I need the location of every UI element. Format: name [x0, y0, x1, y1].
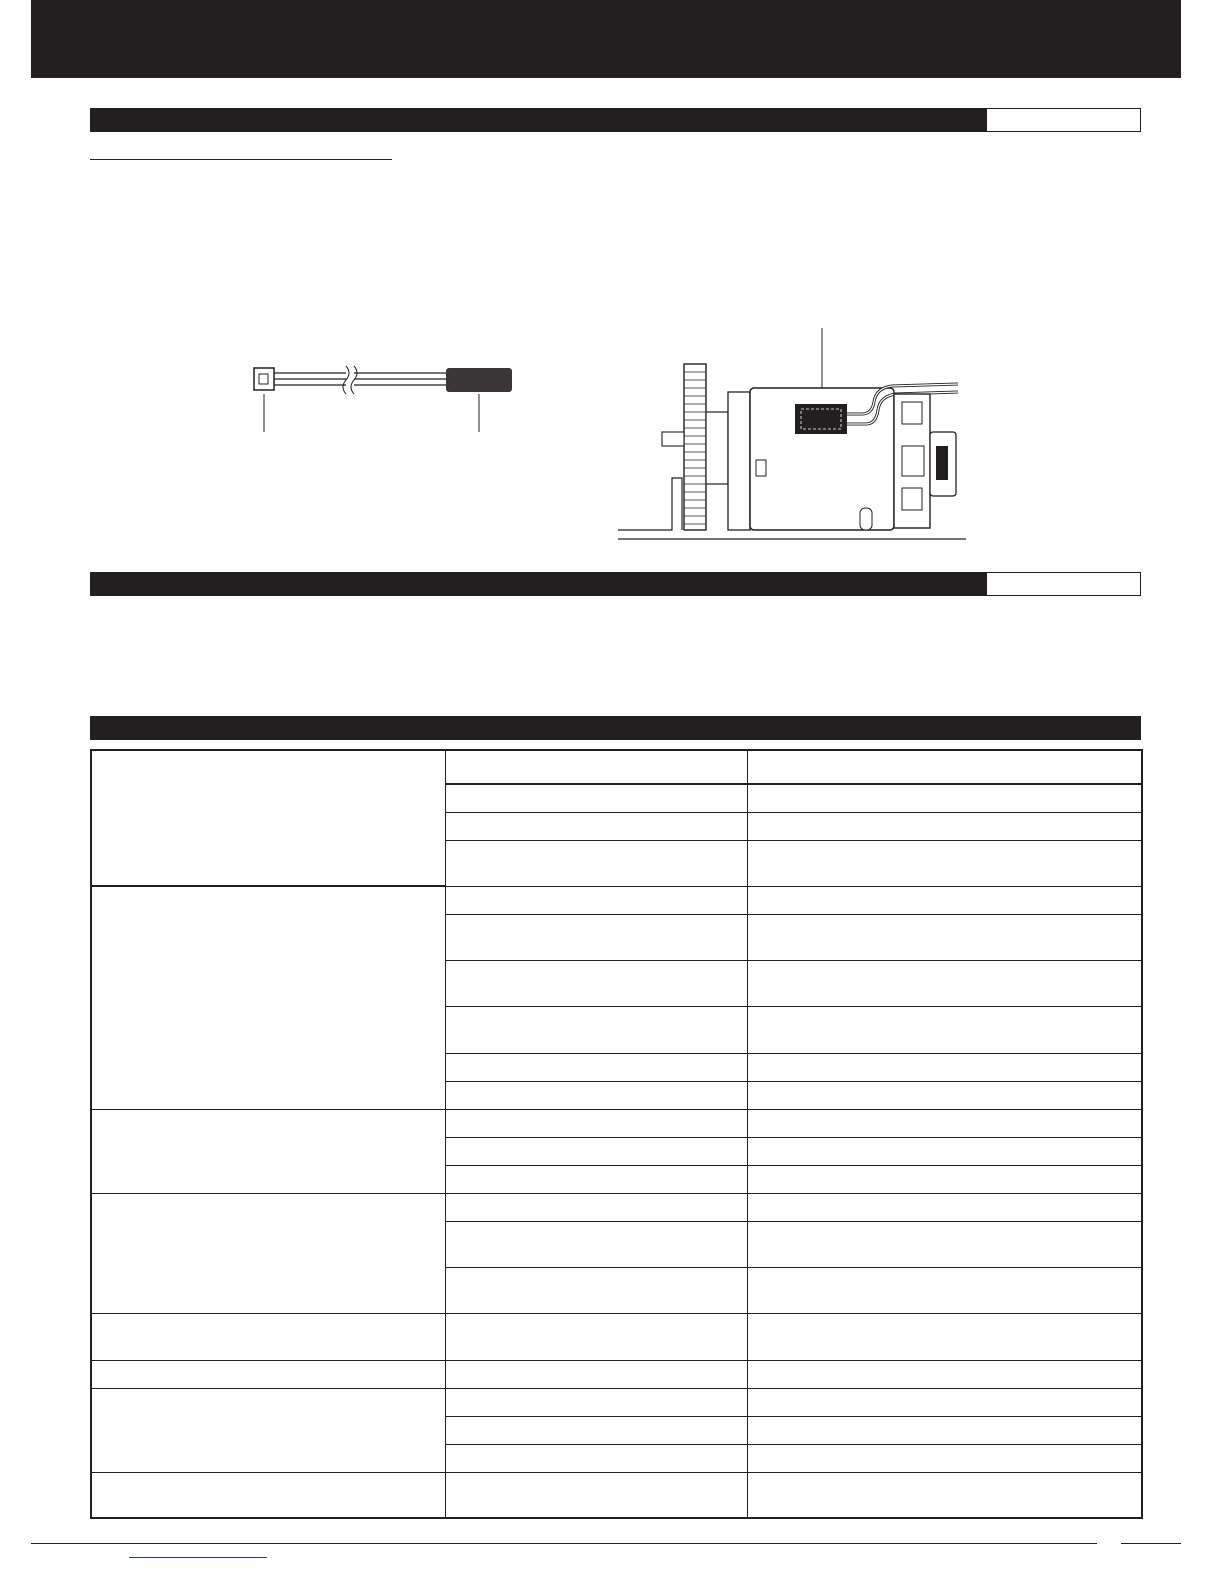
- problem-cell: [91, 1388, 445, 1472]
- problem-cell: [91, 1109, 445, 1193]
- solution-cell: [747, 1193, 1142, 1221]
- solution-cell: [747, 784, 1142, 812]
- spur-gear: [684, 364, 706, 530]
- cause-cell: [445, 784, 747, 812]
- section-bar-1: [90, 108, 1141, 132]
- solution-cell: [747, 1472, 1142, 1518]
- sensor-cable-figure: [240, 350, 530, 440]
- solution-cell: [747, 1081, 1142, 1109]
- section-bar-2: [90, 572, 1141, 596]
- cause-cell: [445, 960, 747, 1006]
- solution-cell: [747, 1313, 1142, 1360]
- cause-cell: [445, 1313, 747, 1360]
- sensor-head: [446, 368, 512, 392]
- solution-cell: [747, 1388, 1142, 1416]
- cause-cell: [445, 1388, 747, 1416]
- solution-cell: [747, 750, 1142, 784]
- cause-cell: [445, 1360, 747, 1388]
- table-row: [91, 1193, 1142, 1221]
- footer-link[interactable]: [129, 1557, 267, 1558]
- cause-cell: [445, 1444, 747, 1472]
- connector-plug: [254, 368, 274, 390]
- table-row: [91, 1109, 1142, 1137]
- solution-cell: [747, 1267, 1142, 1313]
- subheading-underline: [90, 159, 392, 160]
- solution-cell: [747, 1165, 1142, 1193]
- table-row: [91, 1472, 1142, 1518]
- cause-cell: [445, 1165, 747, 1193]
- solution-cell: [747, 1053, 1142, 1081]
- cause-cell: [445, 1109, 747, 1137]
- cause-cell: [445, 812, 747, 840]
- section-tag-2: [986, 572, 1141, 596]
- solution-cell: [747, 1137, 1142, 1165]
- cause-cell: [445, 914, 747, 960]
- problem-cell: [91, 1360, 445, 1388]
- cause-cell: [445, 1137, 747, 1165]
- problem-cell: [91, 1472, 445, 1518]
- page-number-rule: [1121, 1543, 1181, 1544]
- cause-cell: [445, 1472, 747, 1518]
- table-row: [91, 886, 1142, 914]
- problem-cell: [91, 1193, 445, 1313]
- section-bar-3: [90, 716, 1141, 740]
- footer-rule: [31, 1543, 1097, 1544]
- problem-cell: [91, 1313, 445, 1360]
- cause-cell: [445, 750, 747, 784]
- cause-cell: [445, 1006, 747, 1053]
- solution-cell: [747, 1221, 1142, 1267]
- solution-cell: [747, 1444, 1142, 1472]
- cause-cell: [445, 1081, 747, 1109]
- header-banner: [31, 0, 1181, 78]
- motor-mount: [728, 392, 750, 530]
- solution-cell: [747, 886, 1142, 914]
- solution-cell: [747, 960, 1142, 1006]
- cause-cell: [445, 840, 747, 886]
- cause-cell: [445, 1053, 747, 1081]
- cause-cell: [445, 886, 747, 914]
- table-row: [91, 1360, 1142, 1388]
- table-row: [91, 750, 1142, 784]
- solution-cell: [747, 840, 1142, 886]
- solution-cell: [747, 812, 1142, 840]
- troubleshooting-table: [90, 749, 1143, 1519]
- problem-cell: [91, 750, 445, 886]
- problem-cell: [91, 886, 445, 1109]
- cause-cell: [445, 1221, 747, 1267]
- solution-cell: [747, 1006, 1142, 1053]
- section-tag-1: [986, 108, 1141, 132]
- solution-cell: [747, 1109, 1142, 1137]
- cause-cell: [445, 1267, 747, 1313]
- table-row: [91, 1388, 1142, 1416]
- cause-cell: [445, 1416, 747, 1444]
- solution-cell: [747, 1416, 1142, 1444]
- cause-cell: [445, 1193, 747, 1221]
- solution-cell: [747, 1360, 1142, 1388]
- motor-figure: [612, 328, 972, 546]
- solution-cell: [747, 914, 1142, 960]
- table-row: [91, 1313, 1142, 1360]
- sensor-mounted: [795, 404, 847, 434]
